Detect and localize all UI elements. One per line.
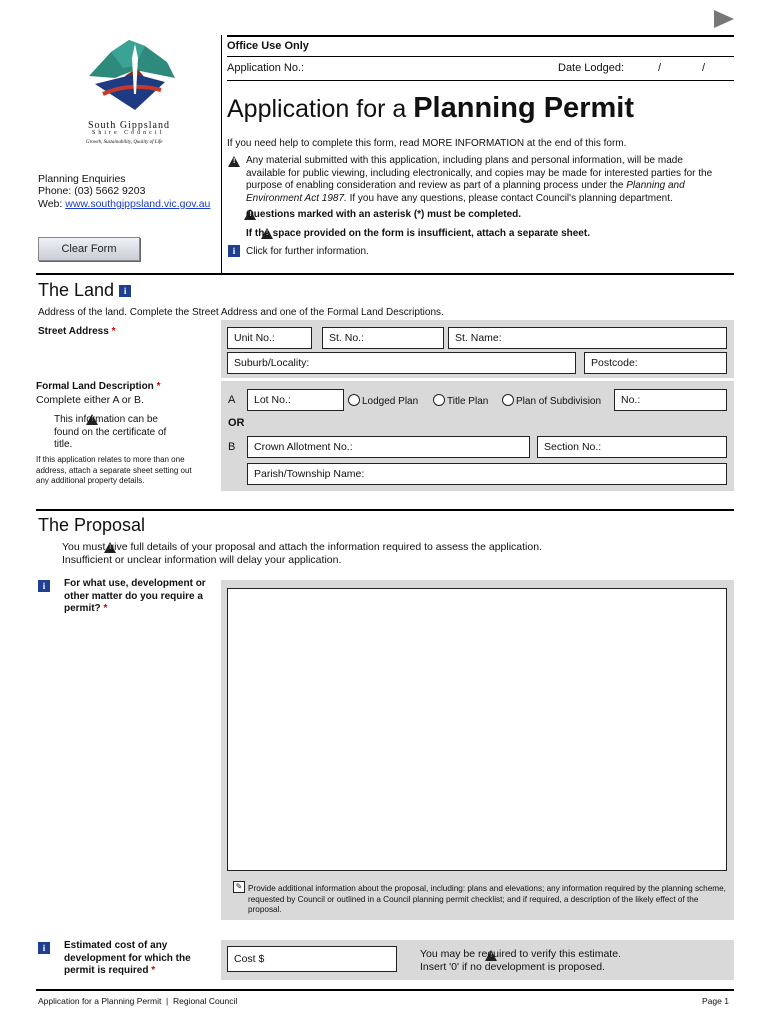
- page-number: Page 1: [702, 996, 729, 1006]
- land-title: The Land: [38, 280, 115, 300]
- clear-form-button[interactable]: Clear Form: [38, 237, 140, 261]
- cost-note-1: You may be required to verify this estimate.: [420, 948, 621, 960]
- cost-question-text: Estimated cost of any development for which the permit is required: [64, 940, 191, 976]
- required-asterisk: *: [156, 381, 161, 392]
- use-question-text: For what use, development or other matter do you require a permit?: [64, 578, 206, 614]
- footer-left: Application for a Planning Permit | Regional Council: [38, 996, 238, 1006]
- proposal-footnote: Provide additional information about the proposal, including: plans and elevations; any information required by the planning scheme, requested by Council or outlined in a Council planning permit checklist; and if required, a description of the likely effect of the proposal.: [248, 884, 726, 914]
- header-divider: [221, 35, 222, 275]
- street-address-label: [38, 326, 115, 339]
- crown-allotment-label: Crown Allotment No.:: [254, 441, 353, 453]
- council-logo: [85, 38, 185, 118]
- certificate-note: This information can be found on the certificate of title.: [54, 414, 167, 450]
- public-notice-act: Planning and Environment Act 1987.: [246, 180, 685, 204]
- council-name: South Gippsland: [88, 120, 170, 131]
- lodged-plan-label: Lodged Plan: [362, 396, 419, 407]
- formal-land-sub: Complete either A or B.: [36, 394, 144, 406]
- proposal-title: The Proposal: [38, 515, 146, 535]
- info-icon[interactable]: i: [228, 245, 240, 257]
- office-top-rule: [227, 35, 734, 37]
- formal-land-label: [36, 381, 160, 394]
- formal-land-text: Formal Land Description: [36, 381, 154, 392]
- multiple-address-note: If this application relates to more than one address, attach a separate sheet setting out any additional property details.: [36, 455, 192, 485]
- info-icon[interactable]: i: [119, 285, 131, 297]
- option-a: A: [228, 394, 236, 406]
- cost-input[interactable]: [227, 946, 397, 972]
- postcode-label: Postcode:: [591, 357, 638, 369]
- proposal-warning: You must give full details of your proposal and attach the information required to assess the application. Insufficient or unclear information will delay your application.: [62, 541, 542, 566]
- public-notice-text: Any material submitted with this application, including plans and personal information, will be made available for public viewing, including electronically, and copies may be made for interested parties for the purpose of enabling consideration and review as part of a planning process under the: [246, 155, 713, 191]
- enquiries-label: Planning Enquiries: [38, 173, 126, 185]
- title-plan-label: Title Plan: [447, 396, 489, 407]
- unit-no-label: Unit No.:: [234, 332, 275, 344]
- office-use-title: Office Use Only: [227, 40, 309, 52]
- radio-button[interactable]: [502, 394, 514, 406]
- proposal-rule: [36, 509, 734, 511]
- land-intro: Address of the land. Complete the Street Address and one of the Formal Land Descriptions.: [38, 307, 444, 318]
- radio-button[interactable]: [348, 394, 360, 406]
- title-plan-option[interactable]: [433, 394, 488, 409]
- street-name-label: St. Name:: [455, 332, 502, 344]
- info-icon[interactable]: i: [38, 580, 50, 592]
- title-bold: Planning Permit: [413, 92, 634, 124]
- note-icon: ✎: [233, 881, 245, 893]
- or-separator: OR: [228, 417, 245, 429]
- help-text: If you need help to complete this form, read MORE INFORMATION at the end of this form.: [227, 138, 627, 149]
- parish-label: Parish/Township Name:: [254, 468, 365, 480]
- radio-button[interactable]: [433, 394, 445, 406]
- proposal-textarea[interactable]: [227, 588, 727, 871]
- web-prefix: Web:: [38, 198, 66, 210]
- asterisk-note: Questions marked with an asterisk (*) must be completed.: [246, 209, 522, 220]
- date-lodged-label: Date Lodged:: [558, 62, 625, 74]
- street-address-text: Street Address: [38, 326, 109, 337]
- public-notice-contact: If you have any questions, please contact Council's planning department.: [346, 192, 673, 204]
- office-mid-rule: [227, 56, 734, 57]
- section-no-label: Section No.:: [544, 441, 602, 453]
- website: [38, 198, 210, 211]
- click-info-text: Click for further information.: [246, 246, 369, 257]
- council-subtitle: Shire Council: [92, 130, 165, 136]
- suburb-label: Suburb/Locality:: [234, 357, 310, 369]
- unit-no-input[interactable]: [227, 327, 312, 349]
- required-asterisk: *: [111, 326, 116, 337]
- required-asterisk: *: [103, 603, 108, 614]
- lodged-plan-option[interactable]: [348, 394, 418, 409]
- lot-no-input[interactable]: [247, 389, 344, 411]
- page-title: [227, 92, 634, 125]
- street-no-input[interactable]: [322, 327, 444, 349]
- plan-of-subdivision-label: Plan of Subdivision: [516, 396, 602, 407]
- warning-icon: [228, 156, 240, 167]
- space-note: If the space provided on the form is insufficient, attach a separate sheet.: [246, 228, 590, 239]
- date-separator-1: /: [658, 62, 662, 74]
- phone-number: Phone: (03) 5662 9203: [38, 185, 146, 197]
- next-page-icon[interactable]: [714, 10, 734, 28]
- street-no-label: St. No.:: [329, 332, 365, 344]
- parish-input[interactable]: [247, 463, 727, 485]
- crown-allotment-input[interactable]: [247, 436, 530, 458]
- section-no-input[interactable]: [537, 436, 727, 458]
- land-rule: [36, 273, 734, 275]
- cost-question: [64, 940, 214, 978]
- option-b: B: [228, 441, 236, 453]
- suburb-input[interactable]: [227, 352, 576, 374]
- cost-label: Cost $: [234, 953, 265, 965]
- info-icon[interactable]: i: [38, 942, 50, 954]
- plan-of-subdivision-option[interactable]: [502, 394, 601, 409]
- street-name-input[interactable]: [448, 327, 727, 349]
- lot-no-label: Lot No.:: [254, 394, 291, 406]
- postcode-input[interactable]: [584, 352, 727, 374]
- use-question: [64, 578, 209, 616]
- title-prefix: Application for a: [227, 95, 414, 123]
- plan-no-label: No.:: [621, 394, 641, 406]
- office-bottom-rule: [227, 80, 734, 81]
- required-asterisk: *: [151, 965, 156, 976]
- application-no-label: Application No.:: [227, 62, 305, 74]
- public-notice: [246, 155, 716, 205]
- cost-note-2: Insert '0' if no development is proposed.: [420, 961, 605, 973]
- land-heading: [38, 280, 131, 301]
- web-link[interactable]: www.southgippsland.vic.gov.au: [65, 198, 211, 210]
- footer-rule: [36, 989, 734, 991]
- council-tagline: Growth, Sustainability, Quality of Life: [86, 140, 163, 145]
- date-separator-2: /: [702, 62, 706, 74]
- plan-no-input[interactable]: [614, 389, 727, 411]
